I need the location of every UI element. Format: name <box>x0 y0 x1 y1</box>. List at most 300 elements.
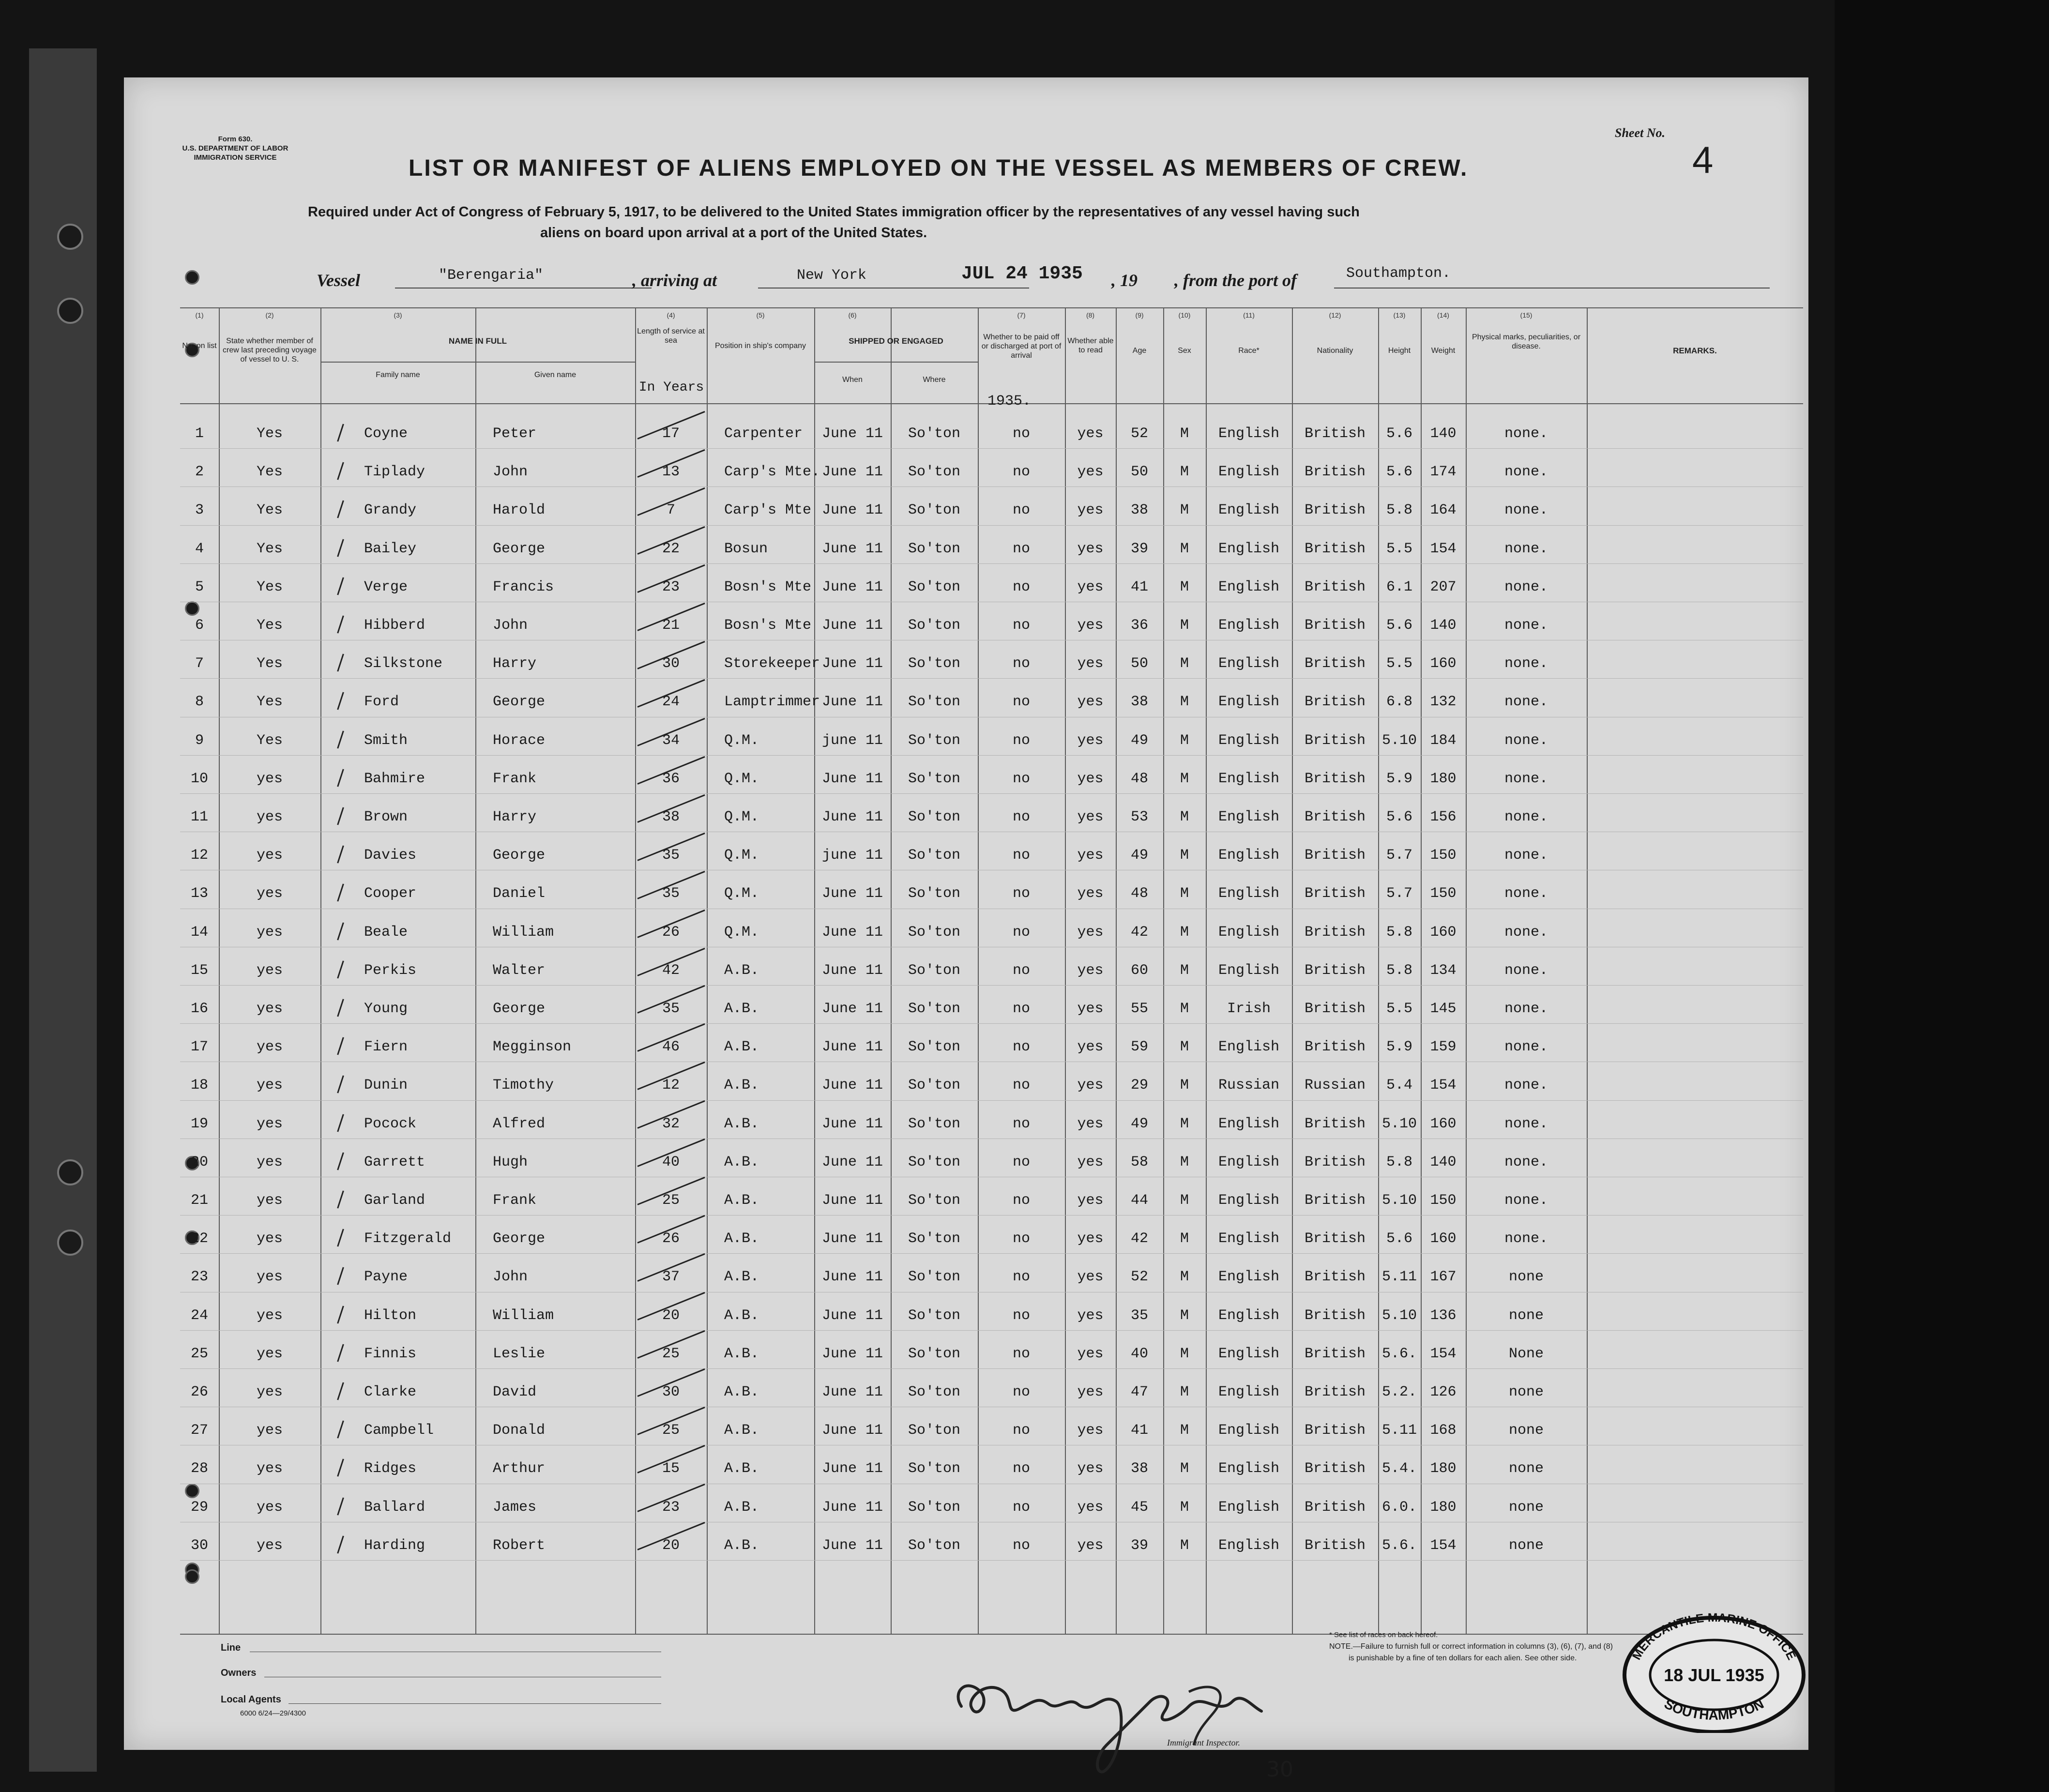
cell-phys: none <box>1508 1422 1544 1439</box>
cell-no: 11 <box>190 809 208 825</box>
svg-text:MERCANTILE MARINE OFFICE: MERCANTILE MARINE OFFICE <box>1629 1610 1799 1662</box>
cell-paid: no <box>1012 578 1030 595</box>
year-above-dates: 1935. <box>987 393 1032 410</box>
cell-position: Bosn's Mte <box>724 617 812 634</box>
cell-where: So'ton <box>908 1307 961 1324</box>
cell-sex: M <box>1180 770 1189 787</box>
cell-race: English <box>1218 1269 1280 1286</box>
cell-weight: 180 <box>1430 1460 1457 1477</box>
cell-paid: no <box>1012 617 1030 634</box>
cell-when: june 11 <box>821 732 883 749</box>
cell-height: 5.6 <box>1386 617 1412 634</box>
cell-race: Russian <box>1218 1077 1280 1094</box>
cell-prev: yes <box>256 770 283 787</box>
cell-family: Ford <box>364 694 399 711</box>
table-row <box>180 1371 1803 1410</box>
cell-when: June 11 <box>821 924 883 941</box>
cell-race: English <box>1218 1345 1280 1362</box>
cell-prev: yes <box>256 809 283 825</box>
cell-where: So'ton <box>908 1230 961 1247</box>
cell-no: 23 <box>190 1269 208 1286</box>
cell-when: June 11 <box>821 885 883 902</box>
cell-family: Clarke <box>364 1384 417 1400</box>
cell-nat: British <box>1304 809 1366 825</box>
table-row <box>180 1256 1803 1294</box>
cell-height: 5.6 <box>1386 809 1412 825</box>
cell-service: 30 <box>662 1384 680 1400</box>
cell-height: 5.8 <box>1386 962 1412 979</box>
cell-position: A.B. <box>724 1077 759 1094</box>
cell-paid: no <box>1012 1230 1030 1247</box>
cell-when: June 11 <box>821 1384 883 1400</box>
cell-given: Hugh <box>493 1154 528 1170</box>
cell-where: So'ton <box>908 1384 961 1400</box>
cell-when: June 11 <box>821 1460 883 1477</box>
cell-age: 53 <box>1130 809 1148 825</box>
cell-sex: M <box>1180 1384 1189 1400</box>
cell-where: So'ton <box>908 770 961 787</box>
binder-ring-icon <box>57 1159 83 1185</box>
arriving-label: , arriving at <box>632 271 717 290</box>
cell-position: A.B. <box>724 1422 759 1439</box>
cell-service: 20 <box>662 1537 680 1554</box>
cell-read: yes <box>1077 1077 1104 1094</box>
cell-given: George <box>493 847 546 864</box>
cell-phys: none. <box>1504 847 1548 864</box>
cell-family: Smith <box>364 732 408 749</box>
column-number: (7) <box>1017 311 1026 319</box>
cell-given: Daniel <box>493 885 546 902</box>
cell-read: yes <box>1077 617 1104 634</box>
cell-prev: yes <box>256 847 283 864</box>
cell-paid: no <box>1012 809 1030 825</box>
cell-sex: M <box>1180 617 1189 634</box>
mercantile-marine-office-stamp <box>1617 1607 1811 1733</box>
cell-position: A.B. <box>724 962 759 979</box>
cell-position: A.B. <box>724 1039 759 1056</box>
cell-service: 42 <box>662 962 680 979</box>
cell-paid: no <box>1012 1039 1030 1056</box>
cell-service: 36 <box>662 770 680 787</box>
cell-given: Walter <box>493 962 546 979</box>
cell-read: yes <box>1077 1345 1104 1362</box>
cell-race: English <box>1218 502 1280 519</box>
cell-phys: none. <box>1504 809 1548 825</box>
cell-height: 5.9 <box>1386 770 1412 787</box>
cell-position: A.B. <box>724 1115 759 1132</box>
cell-read: yes <box>1077 502 1104 519</box>
cell-age: 42 <box>1130 924 1148 941</box>
cell-where: So'ton <box>908 1001 961 1017</box>
table-row <box>180 988 1803 1026</box>
cell-height: 5.8 <box>1386 502 1412 519</box>
cell-family: Silkstone <box>364 655 443 672</box>
cell-given: Harry <box>493 809 537 825</box>
cell-family: Bahmire <box>364 770 425 787</box>
cell-no: 26 <box>190 1384 208 1400</box>
cell-paid: no <box>1012 770 1030 787</box>
cell-weight: 154 <box>1430 1345 1457 1362</box>
cell-where: So'ton <box>908 1077 961 1094</box>
cell-no: 13 <box>190 885 208 902</box>
cell-prev: Yes <box>256 425 283 442</box>
cell-race: English <box>1218 732 1280 749</box>
cell-sex: M <box>1180 425 1189 442</box>
cell-weight: 184 <box>1430 732 1457 749</box>
cell-no: 19 <box>190 1115 208 1132</box>
cell-race: English <box>1218 809 1280 825</box>
cell-race: English <box>1218 655 1280 672</box>
cell-height: 5.6. <box>1381 1537 1417 1554</box>
cell-read: yes <box>1077 1384 1104 1400</box>
cell-position: A.B. <box>724 1307 759 1324</box>
binder-ring-icon <box>57 224 83 250</box>
table-row <box>180 950 1803 988</box>
cell-age: 48 <box>1130 885 1148 902</box>
cell-family: Cooper <box>364 885 417 902</box>
cell-read: yes <box>1077 1307 1104 1324</box>
cell-position: A.B. <box>724 1345 759 1362</box>
note-line-2: is punishable by a fine of ten dollars for each alien. See other side. <box>1349 1654 1577 1662</box>
cell-service: 35 <box>662 885 680 902</box>
sheet-label: Sheet No. <box>1615 126 1665 140</box>
able-to-read-header: Whether able to read <box>1067 337 1114 354</box>
cell-paid: no <box>1012 1154 1030 1170</box>
cell-paid: no <box>1012 962 1030 979</box>
cell-family: Hibberd <box>364 617 425 634</box>
cell-weight: 134 <box>1430 962 1457 979</box>
table-row <box>180 911 1803 950</box>
cell-prev: Yes <box>256 578 283 595</box>
cell-weight: 132 <box>1430 694 1457 711</box>
cell-position: Storekeeper <box>724 655 820 672</box>
cell-when: june 11 <box>821 847 883 864</box>
cell-service: 34 <box>662 732 680 749</box>
cell-phys: none. <box>1504 1115 1548 1132</box>
cell-no: 24 <box>190 1307 208 1324</box>
cell-age: 39 <box>1130 1537 1148 1554</box>
column-number: (13) <box>1393 311 1406 319</box>
cell-family: Davies <box>364 847 417 864</box>
cell-read: yes <box>1077 1269 1104 1286</box>
cell-height: 6.0. <box>1381 1499 1417 1516</box>
cell-age: 52 <box>1130 425 1148 442</box>
table-row <box>180 413 1803 451</box>
cell-where: So'ton <box>908 655 961 672</box>
cell-race: English <box>1218 770 1280 787</box>
table-row <box>180 1295 1803 1333</box>
cell-where: So'ton <box>908 1039 961 1056</box>
cell-service: 25 <box>662 1422 680 1439</box>
cell-paid: no <box>1012 885 1030 902</box>
cell-no: 7 <box>195 655 204 672</box>
cell-sex: M <box>1180 1345 1189 1362</box>
cell-position: Q.M. <box>724 847 759 864</box>
table-row <box>180 720 1803 758</box>
cell-where: So'ton <box>908 1499 961 1516</box>
paid-off-header: Whether to be paid off or discharged at port of arrival <box>981 333 1062 360</box>
cell-weight: 150 <box>1430 847 1457 864</box>
cell-where: So'ton <box>908 809 961 825</box>
cell-nat: British <box>1304 578 1366 595</box>
cell-where: So'ton <box>908 1422 961 1439</box>
cell-paid: no <box>1012 502 1030 519</box>
cell-service: 46 <box>662 1039 680 1056</box>
race-header: Race* <box>1238 347 1260 355</box>
fill-line <box>395 288 652 289</box>
cell-family: Young <box>364 1001 408 1017</box>
cell-phys: none <box>1508 1460 1544 1477</box>
cell-nat: British <box>1304 770 1366 787</box>
cell-prev: yes <box>256 1307 283 1324</box>
cell-age: 40 <box>1130 1345 1148 1362</box>
cell-family: Finnis <box>364 1345 417 1362</box>
cell-service: 23 <box>662 1499 680 1516</box>
cell-service: 23 <box>662 578 680 595</box>
cell-where: So'ton <box>908 1345 961 1362</box>
cell-phys: none. <box>1504 1154 1548 1170</box>
cell-no: 8 <box>195 694 204 711</box>
note-races: * See list of races on back hereof. <box>1329 1631 1438 1639</box>
cell-weight: 156 <box>1430 809 1457 825</box>
cell-weight: 160 <box>1430 655 1457 672</box>
department-name: U.S. DEPARTMENT OF LABOR <box>182 144 288 152</box>
cell-given: George <box>493 540 546 557</box>
cell-read: yes <box>1077 1039 1104 1056</box>
cell-height: 6.8 <box>1386 694 1412 711</box>
form-id: Form 630. <box>218 135 253 143</box>
cell-race: English <box>1218 924 1280 941</box>
cell-phys: none. <box>1504 425 1548 442</box>
cell-phys: none. <box>1504 464 1548 481</box>
cell-family: Verge <box>364 578 408 595</box>
cell-age: 42 <box>1130 1230 1148 1247</box>
cell-weight: 145 <box>1430 1001 1457 1017</box>
sex-header: Sex <box>1178 347 1191 355</box>
given-name-header: Given name <box>534 371 577 379</box>
cell-phys: none. <box>1504 694 1548 711</box>
cell-family: Harding <box>364 1537 425 1554</box>
cell-phys: none. <box>1504 885 1548 902</box>
cell-height: 5.7 <box>1386 885 1412 902</box>
from-port: Southampton. <box>1346 265 1451 282</box>
cell-prev: Yes <box>256 655 283 672</box>
cell-where: So'ton <box>908 1460 961 1477</box>
cell-read: yes <box>1077 1192 1104 1209</box>
cell-height: 5.8 <box>1386 924 1412 941</box>
cell-sex: M <box>1180 1192 1189 1209</box>
cell-position: A.B. <box>724 1384 759 1400</box>
cell-when: June 11 <box>821 578 883 595</box>
table-row <box>180 451 1803 489</box>
cell-phys: none. <box>1504 924 1548 941</box>
cell-family: Campbell <box>364 1422 434 1439</box>
cell-sex: M <box>1180 1460 1189 1477</box>
column-number: (8) <box>1086 311 1095 319</box>
cell-read: yes <box>1077 1422 1104 1439</box>
cell-no: 28 <box>190 1460 208 1477</box>
physical-marks-header: Physical marks, peculiarities, or disease. <box>1472 333 1581 350</box>
cell-when: June 11 <box>821 1154 883 1170</box>
cell-paid: no <box>1012 1345 1030 1362</box>
cell-sex: M <box>1180 1307 1189 1324</box>
cell-given: Alfred <box>493 1115 546 1132</box>
cell-height: 5.8 <box>1386 1154 1412 1170</box>
table-row <box>180 1180 1803 1218</box>
cell-read: yes <box>1077 732 1104 749</box>
cell-paid: no <box>1012 540 1030 557</box>
cell-family: Grandy <box>364 502 417 519</box>
cell-race: English <box>1218 694 1280 711</box>
cell-nat: British <box>1304 1269 1366 1286</box>
cell-when: June 11 <box>821 1537 883 1554</box>
cell-phys: none. <box>1504 578 1548 595</box>
cell-paid: no <box>1012 1115 1030 1132</box>
cell-weight: 140 <box>1430 425 1457 442</box>
cell-prev: yes <box>256 1269 283 1286</box>
cell-paid: no <box>1012 1384 1030 1400</box>
cell-race: English <box>1218 1154 1280 1170</box>
cell-nat: British <box>1304 1422 1366 1439</box>
cell-given: William <box>493 1307 554 1324</box>
cell-paid: no <box>1012 1001 1030 1017</box>
cell-age: 35 <box>1130 1307 1148 1324</box>
cell-service: 38 <box>662 809 680 825</box>
cell-height: 5.6. <box>1381 1345 1417 1362</box>
weight-header: Weight <box>1431 347 1456 355</box>
column-number: (1) <box>195 311 204 319</box>
cell-paid: no <box>1012 1460 1030 1477</box>
cell-when: June 11 <box>821 1345 883 1362</box>
cell-no: 5 <box>195 578 204 595</box>
cell-age: 49 <box>1130 847 1148 864</box>
cell-weight: 150 <box>1430 885 1457 902</box>
cell-weight: 180 <box>1430 770 1457 787</box>
cell-height: 5.9 <box>1386 1039 1412 1056</box>
table-row <box>180 1141 1803 1180</box>
column-number: (9) <box>1135 311 1144 319</box>
cell-race: English <box>1218 1307 1280 1324</box>
cell-when: June 11 <box>821 770 883 787</box>
cell-family: Ballard <box>364 1499 425 1516</box>
cell-age: 29 <box>1130 1077 1148 1094</box>
manifest-sheet <box>124 77 1808 1782</box>
cell-given: Leslie <box>493 1345 546 1362</box>
cell-when: June 11 <box>821 1192 883 1209</box>
cell-service: 13 <box>662 464 680 481</box>
cell-position: A.B. <box>724 1154 759 1170</box>
shipped-subheader-rule <box>814 362 978 363</box>
cell-sex: M <box>1180 1001 1189 1017</box>
cell-weight: 207 <box>1430 578 1457 595</box>
cell-given: Francis <box>493 578 554 595</box>
cell-given: James <box>493 1499 537 1516</box>
cell-given: Frank <box>493 1192 537 1209</box>
cell-family: Bailey <box>364 540 417 557</box>
cell-position: Bosun <box>724 540 768 557</box>
length-of-service-header: Length of service at sea <box>637 327 705 345</box>
cell-prev: yes <box>256 1230 283 1247</box>
cell-prev: yes <box>256 1154 283 1170</box>
cell-read: yes <box>1077 655 1104 672</box>
cell-given: George <box>493 1230 546 1247</box>
cell-age: 36 <box>1130 617 1148 634</box>
cell-nat: British <box>1304 694 1366 711</box>
cell-nat: British <box>1304 540 1366 557</box>
cell-no: 22 <box>190 1230 208 1247</box>
table-row <box>180 1218 1803 1256</box>
cell-position: A.B. <box>724 1269 759 1286</box>
cell-read: yes <box>1077 540 1104 557</box>
cell-nat: British <box>1304 425 1366 442</box>
cell-sex: M <box>1180 1039 1189 1056</box>
cell-nat: British <box>1304 1537 1366 1554</box>
cell-prev: yes <box>256 924 283 941</box>
cell-weight: 154 <box>1430 540 1457 557</box>
cell-given: George <box>493 694 546 711</box>
cell-phys: None <box>1508 1345 1544 1362</box>
cell-nat: British <box>1304 1345 1366 1362</box>
cell-sex: M <box>1180 502 1189 519</box>
cell-when: June 11 <box>821 1039 883 1056</box>
cell-when: June 11 <box>821 540 883 557</box>
cell-age: 58 <box>1130 1154 1148 1170</box>
cell-age: 39 <box>1130 540 1148 557</box>
table-row <box>180 1064 1803 1103</box>
cell-when: June 11 <box>821 425 883 442</box>
cell-phys: none <box>1508 1307 1544 1324</box>
cell-prev: yes <box>256 1384 283 1400</box>
cell-where: So'ton <box>908 1154 961 1170</box>
column-number: (6) <box>848 311 857 319</box>
cell-nat: British <box>1304 1460 1366 1477</box>
cell-read: yes <box>1077 809 1104 825</box>
cell-family: Dunin <box>364 1077 408 1094</box>
cell-when: June 11 <box>821 1077 883 1094</box>
table-row <box>180 796 1803 835</box>
cell-age: 52 <box>1130 1269 1148 1286</box>
cell-service: 17 <box>662 425 680 442</box>
cell-nat: British <box>1304 847 1366 864</box>
cell-position: Carpenter <box>724 425 803 442</box>
cell-sex: M <box>1180 1422 1189 1439</box>
cell-when: June 11 <box>821 962 883 979</box>
cell-nat: British <box>1304 1230 1366 1247</box>
cell-read: yes <box>1077 1115 1104 1132</box>
cell-height: 5.5 <box>1386 540 1412 557</box>
table-row <box>180 1410 1803 1448</box>
where-header: Where <box>923 376 946 384</box>
cell-when: June 11 <box>821 655 883 672</box>
cell-weight: 126 <box>1430 1384 1457 1400</box>
cell-read: yes <box>1077 924 1104 941</box>
cell-height: 5.6 <box>1386 425 1412 442</box>
cell-where: So'ton <box>908 1269 961 1286</box>
cell-family: Beale <box>364 924 408 941</box>
cell-no: 20 <box>190 1154 208 1170</box>
arriving-port: New York <box>797 267 867 284</box>
cell-age: 38 <box>1130 1460 1148 1477</box>
cell-prev: yes <box>256 962 283 979</box>
prev-voyage-header: State whether member of crew last preceding voyage of vessel to U. S. <box>223 337 317 364</box>
cell-given: Horace <box>493 732 546 749</box>
cell-family: Garrett <box>364 1154 425 1170</box>
subtitle-line-1: Required under Act of Congress of February 5, 1917, to be delivered to the United States immigration officer by the representatives of any vessel having such <box>308 204 1360 220</box>
cell-prev: Yes <box>256 540 283 557</box>
cell-race: English <box>1218 578 1280 595</box>
cell-nat: British <box>1304 617 1366 634</box>
cell-weight: 164 <box>1430 502 1457 519</box>
